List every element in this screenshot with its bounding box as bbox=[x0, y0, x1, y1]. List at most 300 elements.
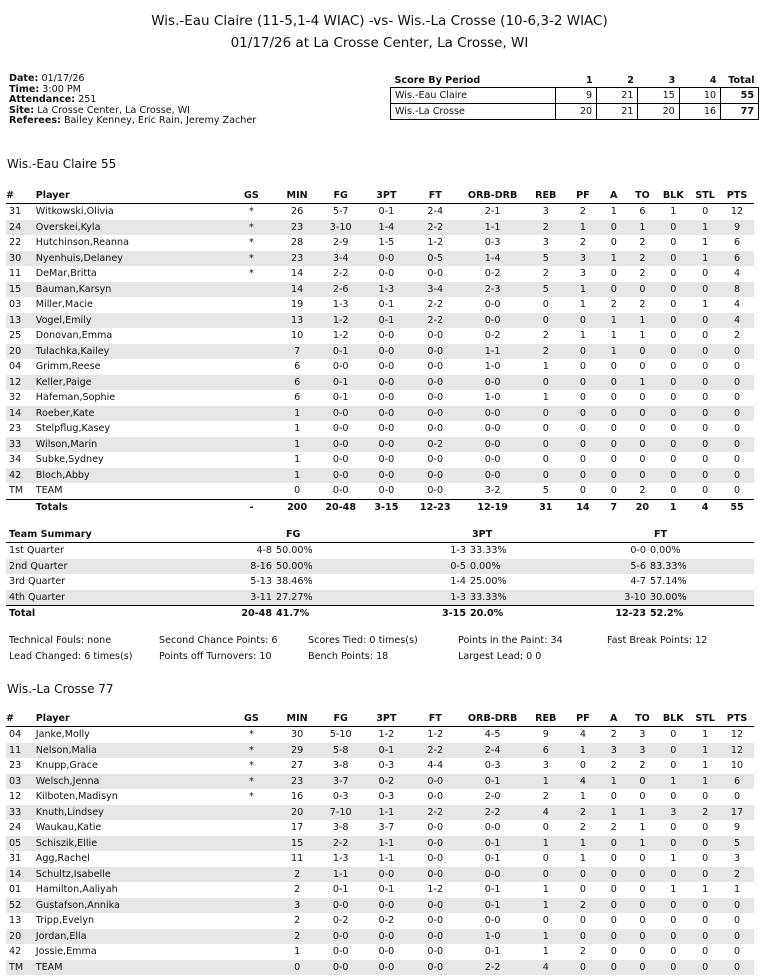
cell-stl: 0 bbox=[702, 268, 709, 280]
cell-pts: 0 bbox=[733, 361, 741, 373]
player-row bbox=[6, 204, 754, 220]
cell-3pt: 1-1 bbox=[363, 805, 410, 821]
cell-fg: 0-1 bbox=[318, 375, 363, 391]
cell-a: 0 bbox=[610, 423, 617, 435]
player-row bbox=[6, 929, 754, 945]
cell-a: 1 bbox=[599, 344, 629, 360]
cell-3pt: 0-2 bbox=[378, 915, 395, 927]
cell-gs bbox=[227, 836, 276, 852]
cell-3pt: 0-0 bbox=[363, 468, 410, 484]
cell-reb: 1 bbox=[542, 392, 549, 404]
cell-pts: 12 bbox=[730, 729, 744, 741]
cell-player: Grimm,Reese bbox=[35, 361, 101, 373]
cell-to: 6 bbox=[639, 206, 646, 218]
cell-reb: 0 bbox=[525, 867, 568, 883]
cell-pf: 2 bbox=[579, 237, 586, 249]
summary-fg-header: FG bbox=[286, 529, 301, 540]
cell-pf: 2 bbox=[579, 822, 586, 834]
player-row bbox=[6, 898, 754, 914]
sbp-q3: 15 bbox=[638, 88, 679, 104]
col-header-gs: GS bbox=[227, 188, 276, 204]
cell-a: 0 bbox=[599, 406, 629, 422]
cell-min: 2 bbox=[276, 929, 319, 945]
cell-gs bbox=[227, 452, 276, 468]
cell-pts: 17 bbox=[720, 805, 754, 821]
referees-value: Bailey Kenney, Eric Rain, Jeremy Zacher bbox=[63, 115, 257, 126]
cell-pts: 0 bbox=[720, 437, 754, 453]
cell-blk: 1 bbox=[656, 774, 690, 790]
cell-pts: 0 bbox=[733, 915, 741, 927]
cell-3pt: 0-2 bbox=[363, 774, 410, 790]
totals-gs: - bbox=[227, 499, 276, 515]
cell-blk: 0 bbox=[656, 344, 690, 360]
time-label: Time: bbox=[9, 83, 40, 95]
cell-3pt: 0-0 bbox=[363, 344, 410, 360]
cell-min: 17 bbox=[291, 822, 304, 834]
cell-fg: 0-0 bbox=[318, 929, 363, 945]
cell-reb: 4 bbox=[525, 960, 568, 976]
cell-min: 29 bbox=[276, 743, 319, 759]
cell-pf: 0 bbox=[567, 960, 599, 976]
cell-to: 0 bbox=[629, 468, 657, 484]
cell-3pt: 0-0 bbox=[378, 361, 395, 373]
col-header-ft: FT bbox=[410, 188, 461, 204]
cell-reb: 3 bbox=[542, 206, 549, 218]
date-value: 01/17/26 bbox=[41, 73, 85, 84]
sbp-header-total: Total bbox=[721, 74, 759, 88]
cell-pts: 6 bbox=[733, 237, 741, 249]
cell-ft: 0-0 bbox=[427, 791, 444, 803]
cell-pf: 0 bbox=[567, 867, 599, 883]
cell-a: 2 bbox=[610, 822, 617, 834]
player-row bbox=[6, 421, 754, 437]
cell-to: 2 bbox=[639, 237, 646, 249]
cell-to: 2 bbox=[639, 268, 646, 280]
player-row bbox=[6, 483, 754, 499]
player-row bbox=[6, 406, 754, 422]
col-header-blk: BLK bbox=[656, 711, 690, 727]
summary-fg: 8-16 bbox=[250, 560, 272, 572]
cell-fg: 0-0 bbox=[332, 454, 349, 466]
cell-fg: 2-9 bbox=[332, 237, 349, 249]
summary-ft-pct: 52.2% bbox=[650, 608, 684, 619]
cell-fg: 0-1 bbox=[332, 884, 349, 896]
cell-ft: 2-2 bbox=[410, 313, 461, 329]
cell-blk: 0 bbox=[656, 375, 690, 391]
cell-number: 11 bbox=[6, 743, 36, 759]
cell-ft: 0-0 bbox=[410, 960, 461, 976]
cell-stl: 0 bbox=[702, 791, 709, 803]
cell-orb-drb: 2-1 bbox=[484, 206, 501, 218]
cell-orb-drb: 2-2 bbox=[461, 805, 525, 821]
cell-pts: 12 bbox=[730, 206, 744, 218]
cell-player: Stelpflug,Kasey bbox=[35, 423, 111, 435]
cell-reb: 1 bbox=[525, 929, 568, 945]
cell-pts: 0 bbox=[720, 344, 754, 360]
cell-fg: 0-0 bbox=[318, 960, 363, 976]
cell-min: 10 bbox=[291, 330, 304, 342]
totals-to: 20 bbox=[629, 499, 657, 515]
cell-player: Hutchinson,Reanna bbox=[35, 237, 129, 249]
cell-blk: 0 bbox=[656, 867, 690, 883]
cell-a: 2 bbox=[610, 760, 617, 772]
cell-stl: 2 bbox=[690, 805, 720, 821]
player-row bbox=[6, 220, 754, 236]
cell-pts: 0 bbox=[720, 960, 754, 976]
cell-min: 14 bbox=[291, 268, 304, 280]
cell-number: 30 bbox=[6, 251, 36, 267]
cell-gs bbox=[227, 406, 276, 422]
cell-a: 1 bbox=[610, 330, 617, 342]
cell-orb-drb: 2-4 bbox=[461, 743, 525, 759]
cell-blk: 0 bbox=[670, 423, 677, 435]
cell-orb-drb: 3-2 bbox=[484, 485, 501, 497]
cell-gs bbox=[227, 820, 276, 836]
cell-a: 0 bbox=[610, 915, 617, 927]
cell-gs: * bbox=[227, 220, 276, 236]
cell-reb: 2 bbox=[542, 791, 549, 803]
cell-player: Knupp,Grace bbox=[35, 760, 98, 772]
summary-tp: 1-4 bbox=[450, 576, 466, 587]
player-row bbox=[6, 836, 754, 852]
cell-gs bbox=[227, 805, 276, 821]
cell-pts: 5 bbox=[720, 836, 754, 852]
cell-pts: 0 bbox=[733, 454, 741, 466]
cell-pf: 0 bbox=[567, 375, 599, 391]
cell-stl: 0 bbox=[690, 929, 720, 945]
cell-a: 0 bbox=[599, 960, 629, 976]
cell-ft: 0-0 bbox=[427, 853, 444, 865]
cell-min: 14 bbox=[276, 282, 319, 298]
totals-pts: 55 bbox=[720, 499, 754, 515]
summary-total-row bbox=[6, 605, 754, 622]
cell-player: Vogel,Emily bbox=[36, 313, 227, 329]
cell-min: 0 bbox=[276, 960, 319, 976]
cell-player: Miller,Macie bbox=[35, 299, 93, 311]
cell-player: Hafeman,Sophie bbox=[35, 392, 116, 404]
cell-min: 1 bbox=[294, 423, 301, 435]
cell-orb-drb: 1-1 bbox=[461, 220, 525, 236]
sbp-row-eau-claire bbox=[391, 88, 759, 104]
cell-ft: 0-0 bbox=[410, 836, 461, 852]
totals-stl: 4 bbox=[690, 499, 720, 515]
cell-reb: 0 bbox=[542, 423, 549, 435]
summary-tp-pct: 33.33% bbox=[470, 545, 507, 556]
cell-blk: 0 bbox=[670, 822, 677, 834]
cell-min: 1 bbox=[294, 454, 301, 466]
cell-number: 04 bbox=[9, 729, 22, 741]
cell-a: 0 bbox=[599, 282, 629, 298]
cell-to: 0 bbox=[639, 915, 646, 927]
player-row bbox=[6, 789, 754, 805]
cell-orb-drb: 1-1 bbox=[461, 344, 525, 360]
summary-title: Team Summary bbox=[9, 529, 92, 540]
cell-to: 0 bbox=[629, 898, 657, 914]
player-row bbox=[6, 452, 754, 468]
cell-gs bbox=[227, 375, 276, 391]
cell-3pt: 0-3 bbox=[378, 791, 395, 803]
player-row bbox=[6, 882, 754, 898]
cell-player: Overskei,Kyla bbox=[36, 220, 227, 236]
col-header-pf: PF bbox=[567, 711, 599, 727]
summary-tp-pct: 0.00% bbox=[470, 560, 501, 572]
summary-label: 3rd Quarter bbox=[9, 576, 66, 587]
cell-ft: 2-2 bbox=[410, 743, 461, 759]
cell-stl: 0 bbox=[690, 867, 720, 883]
cell-reb: 1 bbox=[525, 836, 568, 852]
cell-3pt: 0-0 bbox=[378, 454, 395, 466]
cell-fg: 1-2 bbox=[332, 330, 349, 342]
cell-player: Hamilton,Aaliyah bbox=[35, 884, 118, 896]
player-row bbox=[6, 328, 754, 344]
referees-label: Referees: bbox=[9, 115, 61, 126]
cell-3pt: 0-1 bbox=[378, 299, 395, 311]
player-row bbox=[6, 235, 754, 251]
cell-to: 0 bbox=[639, 361, 646, 373]
cell-3pt: 0-0 bbox=[363, 251, 410, 267]
cell-min: 6 bbox=[294, 361, 301, 373]
cell-ft: 0-2 bbox=[410, 437, 461, 453]
cell-blk: 0 bbox=[656, 437, 690, 453]
cell-reb: 0 bbox=[525, 375, 568, 391]
cell-orb-drb: 0-2 bbox=[484, 330, 501, 342]
summary-header bbox=[6, 529, 754, 543]
cell-orb-drb: 0-0 bbox=[461, 867, 525, 883]
cell-reb: 1 bbox=[525, 774, 568, 790]
cell-pf: 0 bbox=[579, 760, 586, 772]
cell-player: Waukau,Katie bbox=[35, 822, 102, 834]
summary-fg: 20-48 bbox=[241, 608, 272, 619]
cell-to: 2 bbox=[639, 485, 646, 497]
summary-ft-pct: 30.00% bbox=[650, 591, 687, 603]
summary-label: 4th Quarter bbox=[9, 591, 66, 603]
totals-min: 200 bbox=[276, 499, 319, 515]
cell-to: 0 bbox=[629, 282, 657, 298]
cell-to: 0 bbox=[629, 960, 657, 976]
cell-fg: 2-6 bbox=[318, 282, 363, 298]
cell-fg: 0-0 bbox=[332, 946, 349, 958]
cell-ft: 0-0 bbox=[410, 468, 461, 484]
sbp-header-q3: 3 bbox=[638, 74, 679, 88]
cell-blk: 0 bbox=[656, 220, 690, 236]
cell-3pt: 1-1 bbox=[378, 853, 395, 865]
cell-ft: 0-0 bbox=[410, 375, 461, 391]
summary-quarter-row bbox=[6, 574, 754, 590]
cell-player: Tripp,Evelyn bbox=[35, 915, 95, 927]
cell-a: 0 bbox=[599, 898, 629, 914]
scores-tied: Scores Tied: 0 times(s) bbox=[308, 635, 418, 646]
cell-pf: 0 bbox=[567, 313, 599, 329]
cell-a: 0 bbox=[610, 237, 617, 249]
cell-stl: 0 bbox=[702, 946, 709, 958]
cell-number: 14 bbox=[6, 406, 36, 422]
cell-player: Jossie,Emma bbox=[35, 946, 97, 958]
sbp-q1: 9 bbox=[555, 88, 596, 104]
cell-ft: 0-0 bbox=[427, 485, 444, 497]
cell-number: 24 bbox=[9, 822, 22, 834]
cell-3pt: 1-5 bbox=[378, 237, 395, 249]
cell-number: 31 bbox=[9, 853, 22, 865]
cell-player: Jordan,Ella bbox=[36, 929, 227, 945]
cell-reb: 1 bbox=[542, 361, 549, 373]
cell-min: 23 bbox=[276, 220, 319, 236]
cell-3pt: 0-0 bbox=[363, 960, 410, 976]
cell-player: Knuth,Lindsey bbox=[36, 805, 227, 821]
cell-gs bbox=[227, 867, 276, 883]
second-chance-points: Second Chance Points: 6 bbox=[159, 635, 278, 646]
fast-break-points: Fast Break Points: 12 bbox=[607, 635, 708, 646]
cell-a: 2 bbox=[610, 729, 617, 741]
cell-orb-drb: 1-0 bbox=[484, 392, 501, 404]
cell-orb-drb: 0-0 bbox=[461, 437, 525, 453]
cell-number: 03 bbox=[6, 774, 36, 790]
cell-orb-drb: 0-1 bbox=[461, 898, 525, 914]
cell-fg: 1-3 bbox=[332, 853, 349, 865]
cell-gs: * bbox=[227, 743, 276, 759]
player-row bbox=[6, 805, 754, 821]
cell-gs bbox=[227, 390, 276, 406]
cell-stl: 1 bbox=[690, 743, 720, 759]
cell-fg: 3-7 bbox=[318, 774, 363, 790]
cell-3pt: 0-0 bbox=[378, 423, 395, 435]
player-row bbox=[6, 375, 754, 391]
summary-quarter-row bbox=[6, 590, 754, 606]
cell-3pt: 3-7 bbox=[378, 822, 395, 834]
cell-reb: 0 bbox=[542, 454, 549, 466]
player-row bbox=[6, 344, 754, 360]
cell-a: 1 bbox=[599, 774, 629, 790]
team2-heading: Wis.-La Crosse 77 bbox=[7, 682, 114, 696]
cell-stl: 0 bbox=[690, 282, 720, 298]
team2-column-headers bbox=[6, 711, 754, 727]
cell-reb: 3 bbox=[542, 237, 549, 249]
cell-to: 1 bbox=[629, 805, 657, 821]
cell-reb: 1 bbox=[525, 898, 568, 914]
cell-player: Keller,Paige bbox=[36, 375, 227, 391]
cell-number: TM bbox=[6, 960, 36, 976]
cell-ft: 4-4 bbox=[427, 760, 444, 772]
col-header-pts: PTS bbox=[720, 188, 754, 204]
cell-fg: 0-1 bbox=[318, 344, 363, 360]
cell-gs: * bbox=[249, 268, 254, 280]
cell-pts: 0 bbox=[733, 392, 741, 404]
cell-3pt: 0-1 bbox=[363, 313, 410, 329]
cell-fg: 5-7 bbox=[332, 206, 349, 218]
cell-orb-drb: 1-4 bbox=[461, 251, 525, 267]
cell-stl: 1 bbox=[690, 251, 720, 267]
cell-player: Tulachka,Kailey bbox=[36, 344, 227, 360]
cell-ft: 0-0 bbox=[427, 423, 444, 435]
cell-to: 0 bbox=[639, 853, 646, 865]
cell-min: 20 bbox=[276, 805, 319, 821]
cell-blk: 1 bbox=[670, 884, 677, 896]
summary-quarter-row bbox=[6, 559, 754, 575]
totals-number bbox=[6, 499, 36, 515]
cell-3pt: 0-0 bbox=[363, 406, 410, 422]
cell-player: Nelson,Malia bbox=[36, 743, 227, 759]
col-header-min: MIN bbox=[276, 188, 319, 204]
cell-3pt: 0-1 bbox=[378, 206, 395, 218]
cell-number: 12 bbox=[6, 375, 36, 391]
cell-number: 25 bbox=[9, 330, 22, 342]
cell-player: Schultz,Isabelle bbox=[36, 867, 227, 883]
cell-pf: 2 bbox=[579, 206, 586, 218]
cell-orb-drb: 0-0 bbox=[484, 454, 501, 466]
summary-3pt-header: 3PT bbox=[472, 529, 493, 540]
cell-gs bbox=[227, 913, 276, 929]
cell-player: TEAM bbox=[35, 485, 63, 497]
cell-orb-drb: 0-0 bbox=[484, 423, 501, 435]
player-row bbox=[6, 297, 754, 313]
cell-player: Nyenhuis,Delaney bbox=[36, 251, 227, 267]
cell-player: Roeber,Kate bbox=[36, 406, 227, 422]
totals-a: 7 bbox=[599, 499, 629, 515]
cell-min: 2 bbox=[276, 867, 319, 883]
player-row bbox=[6, 266, 754, 282]
cell-gs bbox=[227, 313, 276, 329]
cell-reb: 4 bbox=[525, 805, 568, 821]
cell-pf: 0 bbox=[579, 485, 586, 497]
cell-ft: 0-0 bbox=[427, 454, 444, 466]
cell-min: 23 bbox=[276, 251, 319, 267]
cell-min: 13 bbox=[276, 313, 319, 329]
totals-ft: 12-23 bbox=[410, 499, 461, 515]
cell-orb-drb: 2-0 bbox=[484, 791, 501, 803]
cell-ft: 0-0 bbox=[427, 330, 444, 342]
cell-min: 1 bbox=[276, 468, 319, 484]
cell-stl: 0 bbox=[690, 960, 720, 976]
cell-ft: 0-0 bbox=[427, 268, 444, 280]
cell-a: 1 bbox=[610, 206, 617, 218]
cell-gs bbox=[227, 882, 276, 898]
summary-tp-pct: 25.00% bbox=[470, 576, 507, 587]
score-by-period-header bbox=[391, 74, 759, 88]
cell-to: 2 bbox=[639, 299, 646, 311]
sbp-q1: 20 bbox=[555, 104, 596, 120]
cell-blk: 0 bbox=[656, 743, 690, 759]
cell-fg: 0-0 bbox=[332, 485, 349, 497]
cell-pf: 0 bbox=[567, 468, 599, 484]
largest-lead: Largest Lead: 0 0 bbox=[458, 651, 542, 662]
cell-fg: 0-0 bbox=[318, 437, 363, 453]
cell-min: 16 bbox=[291, 791, 304, 803]
totals-blk: 1 bbox=[656, 499, 690, 515]
team1-misc-stats bbox=[9, 635, 757, 669]
cell-stl: 0 bbox=[690, 406, 720, 422]
cell-stl: 0 bbox=[702, 915, 709, 927]
cell-to: 0 bbox=[639, 946, 646, 958]
cell-ft: 0-0 bbox=[410, 344, 461, 360]
cell-ft: 2-2 bbox=[410, 805, 461, 821]
cell-pts: 4 bbox=[733, 268, 741, 280]
cell-min: 1 bbox=[294, 946, 301, 958]
team2-box-score bbox=[6, 711, 754, 975]
summary-tp: 0-5 bbox=[450, 560, 466, 572]
cell-gs bbox=[227, 297, 276, 313]
cell-pts: 8 bbox=[720, 282, 754, 298]
cell-fg: 5-8 bbox=[318, 743, 363, 759]
player-row bbox=[6, 313, 754, 329]
cell-pf: 3 bbox=[579, 268, 586, 280]
cell-stl: 0 bbox=[702, 206, 709, 218]
player-row bbox=[6, 913, 754, 929]
cell-3pt: 0-0 bbox=[363, 898, 410, 914]
cell-pts: 6 bbox=[720, 251, 754, 267]
cell-fg: 0-3 bbox=[332, 791, 349, 803]
cell-fg: 2-2 bbox=[332, 268, 349, 280]
cell-orb-drb: 0-1 bbox=[484, 884, 501, 896]
cell-pf: 0 bbox=[579, 423, 586, 435]
